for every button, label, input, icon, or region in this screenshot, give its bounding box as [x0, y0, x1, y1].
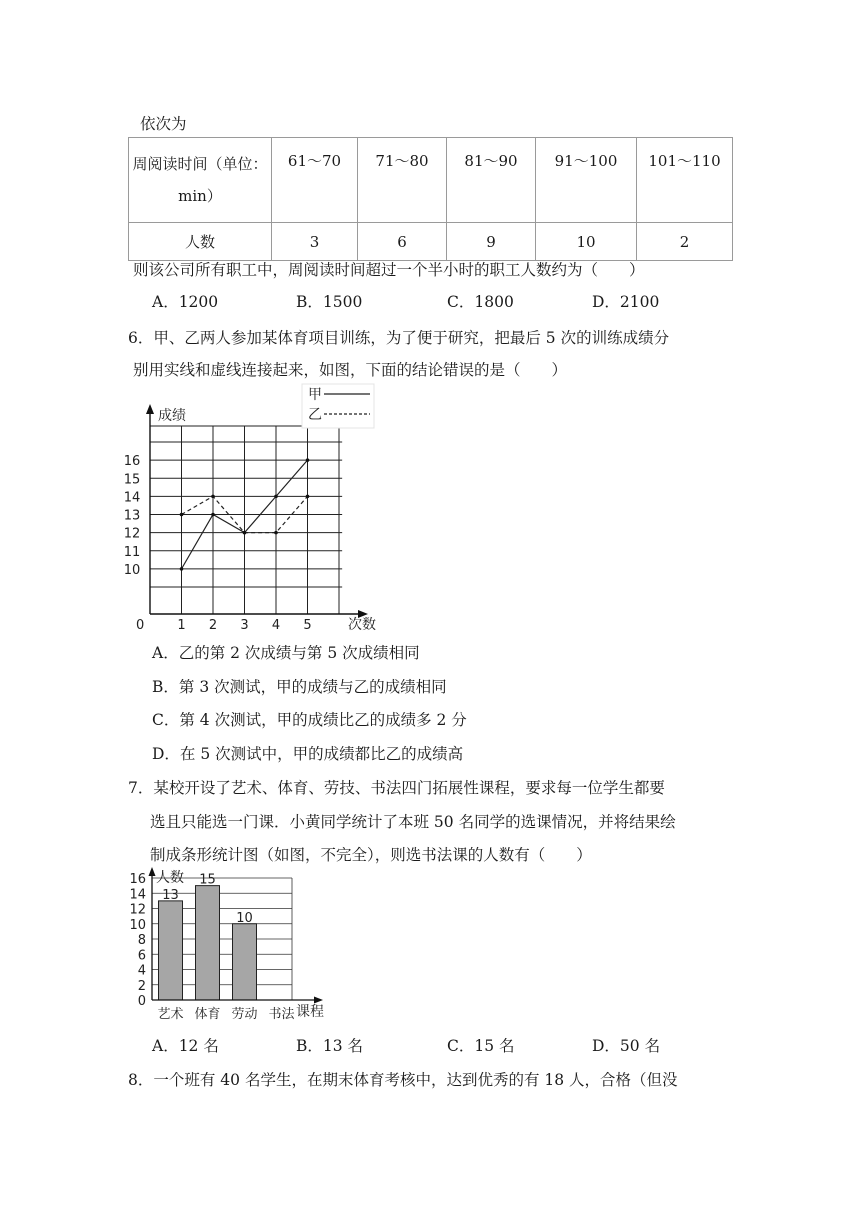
q7-option-b: B．13 名 — [296, 1037, 364, 1055]
category-label: 劳动 — [231, 1007, 258, 1022]
q7-line-1: 7．某校开设了艺术、体育、劳技、书法四门拓展性课程，要求每一位学生都要 — [128, 779, 665, 797]
q7-option-c: C．15 名 — [447, 1037, 515, 1055]
range-cell: 71～80 — [358, 138, 447, 223]
line-chart-axes — [146, 404, 368, 618]
y-tick-label: 0 — [137, 994, 146, 1009]
category-label: 体育 — [194, 1007, 221, 1022]
x-tick-label: 5 — [303, 618, 312, 633]
y-tick-label: 11 — [123, 544, 141, 560]
legend-label-yi: 乙 — [308, 407, 322, 423]
x-axis-arrow — [314, 997, 323, 1004]
data-point — [274, 531, 278, 535]
y-axis-arrow — [146, 404, 154, 414]
x-tick-label: 4 — [271, 618, 281, 633]
y-tick-label: 10 — [129, 917, 146, 933]
y-tick-label: 16 — [129, 872, 146, 887]
count-cell: 3 — [272, 223, 358, 261]
q7-option-a: A．12 名 — [152, 1037, 219, 1055]
x-tick-label: 2 — [208, 618, 218, 633]
count-cell: 6 — [358, 223, 447, 261]
table-header-label — [129, 138, 272, 223]
count-cell: 10 — [536, 223, 637, 261]
q7-line-3: 制成条形统计图（如图，不完全），则选书法课的人数有（ ） — [150, 846, 592, 864]
bar-data-label: 10 — [236, 910, 253, 926]
range-cell: 101～110 — [637, 138, 733, 223]
q6-line-1: 6．甲、乙两人参加某体育项目训练，为了便于研究，把最后 5 次的训练成绩分 — [128, 329, 670, 347]
bar-chart-y-axis-label: 人数 — [156, 870, 184, 886]
data-point — [243, 531, 247, 535]
q5-option-b: B．1500 — [296, 293, 363, 311]
header-label-line-2: min） — [178, 187, 222, 205]
q5-option-c: C．1800 — [447, 293, 514, 311]
line-chart-x-axis-label: 次数 — [348, 617, 376, 633]
course-bar-chart — [124, 866, 364, 1026]
y-tick-label: 16 — [123, 454, 141, 470]
line-chart-y-axis-label: 成绩 — [158, 408, 186, 424]
y-tick-label: 4 — [137, 963, 146, 979]
q6-option-a: A．乙的第 2 次成绩与第 5 次成绩相同 — [152, 644, 420, 662]
y-tick-label: 15 — [123, 472, 141, 488]
legend-label-jia: 甲 — [308, 387, 322, 403]
y-tick-label: 12 — [129, 902, 146, 918]
category-label: 书法 — [268, 1007, 295, 1022]
intro-line: 依次为 — [140, 115, 187, 133]
x-tick-label: 1 — [177, 618, 186, 633]
q5-option-a: A．1200 — [152, 293, 219, 311]
reading-time-table — [128, 137, 733, 261]
count-label: 人数 — [129, 223, 272, 261]
y-tick-label: 6 — [137, 948, 146, 964]
data-point — [180, 567, 184, 571]
category-label: 艺术 — [157, 1007, 184, 1022]
data-point — [306, 458, 310, 462]
q8-line-1: 8．一个班有 40 名学生，在期末体育考核中，达到优秀的有 18 人，合格（但没 — [128, 1071, 678, 1089]
q5-stem: 则该公司所有职工中，周阅读时间超过一个半小时的职工人数约为（ ） — [133, 261, 645, 279]
x-tick-label: 3 — [240, 618, 249, 633]
q7-line-2: 选且只能选一门课．小黄同学统计了本班 50 名同学的选课情况，并将结果绘 — [150, 813, 676, 831]
q6-option-b: B．第 3 次测试，甲的成绩与乙的成绩相同 — [152, 678, 447, 696]
table-count-row — [129, 223, 733, 261]
table-header-row — [129, 138, 733, 223]
y-tick-label: 14 — [129, 887, 146, 903]
q6-line-2: 别用实线和虚线连接起来，如图，下面的结论错误的是（ ） — [133, 361, 568, 379]
bar — [196, 886, 220, 1000]
bar-data-label: 15 — [199, 872, 216, 888]
y-tick-label: 8 — [137, 933, 146, 948]
line-chart-ticks — [124, 454, 312, 633]
bar-chart-x-axis-label: 课程 — [296, 1004, 324, 1020]
data-point — [306, 495, 310, 499]
data-point — [274, 495, 278, 499]
data-point — [211, 495, 215, 499]
bar — [233, 924, 257, 1000]
line-chart-legend — [302, 384, 374, 428]
q5-option-d: D．2100 — [592, 293, 660, 311]
bar — [159, 901, 183, 1000]
range-cell: 91～100 — [536, 138, 637, 223]
y-axis-arrow — [149, 867, 156, 876]
bar-data-label: 13 — [162, 887, 179, 903]
range-cell: 81～90 — [447, 138, 536, 223]
q6-option-d: D．在 5 次测试中，甲的成绩都比乙的成绩高 — [152, 745, 464, 763]
y-tick-label: 13 — [123, 508, 141, 524]
q7-option-d: D．50 名 — [592, 1037, 661, 1055]
bar-chart-bars — [159, 873, 257, 1000]
header-label-line-1: 周阅读时间（单位： — [132, 155, 268, 173]
data-point — [211, 513, 215, 517]
line-chart-origin-label: 0 — [136, 618, 145, 633]
y-tick-label: 10 — [123, 562, 141, 578]
q6-option-c: C．第 4 次测试，甲的成绩比乙的成绩多 2 分 — [152, 711, 467, 729]
y-tick-label: 14 — [123, 490, 141, 506]
y-tick-label: 2 — [137, 978, 146, 994]
line-chart-grid — [150, 426, 342, 614]
data-point — [180, 513, 184, 517]
count-cell: 2 — [637, 223, 733, 261]
y-tick-label: 12 — [123, 526, 141, 542]
score-line-chart — [123, 382, 390, 634]
range-cell: 61～70 — [272, 138, 358, 223]
count-cell: 9 — [447, 223, 536, 261]
